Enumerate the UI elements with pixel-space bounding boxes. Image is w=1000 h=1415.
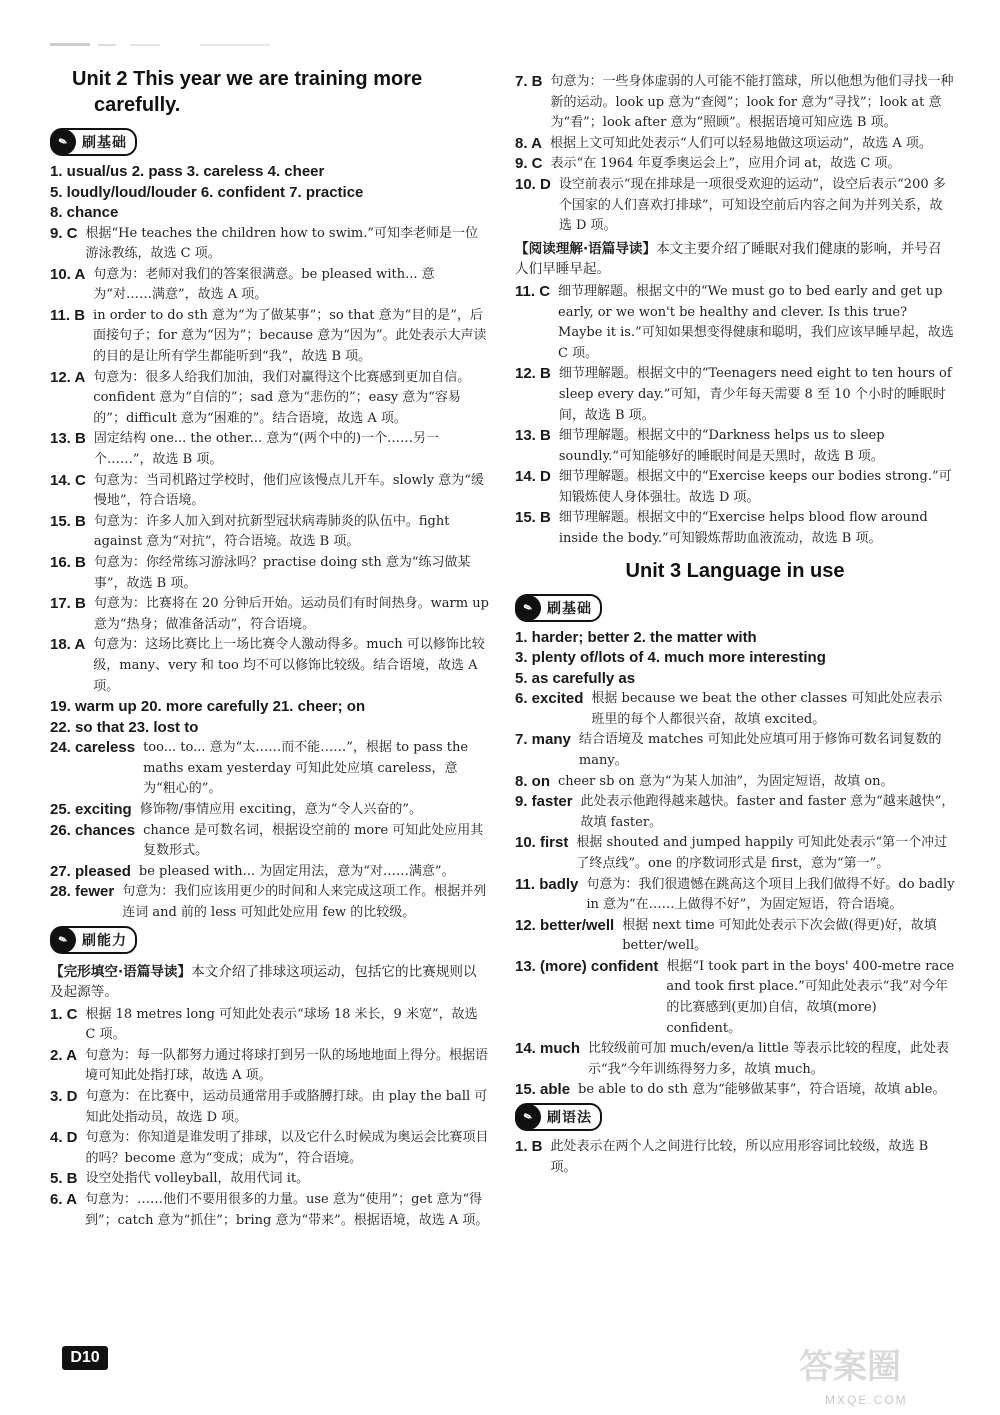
- basic-answer-lines: [50, 162, 490, 224]
- answer-item: [515, 1137, 955, 1178]
- answer-item: [50, 738, 490, 800]
- pencil-icon: ✎: [511, 1100, 544, 1133]
- answer-key: 10. D: [515, 175, 551, 193]
- explanation: 细节理解题。根据文中的“Exercise helps blood flow around inside the body.”可知锻炼帮助血液流动，故选 B 项。: [558, 510, 928, 547]
- answer-line: 5. loudly/loud/louder 6. confident 7. practice: [50, 183, 364, 201]
- answer-list: [50, 1005, 490, 1232]
- answer-list: [515, 282, 955, 550]
- unit-3-title: Unit 3 Language in use: [625, 559, 845, 582]
- answer-line: 8. chance: [50, 204, 119, 221]
- explanation: 根据 next time 可知此处表示下次会做(得更)好，故填 better/well。: [622, 917, 937, 954]
- cloze-passage-guide: [50, 962, 490, 1003]
- answer-key: 4. D: [50, 1129, 78, 1147]
- explanation: 比较级前可加 much/even/a little 等表示比较的程度，此处表示“我”今年训练得努力多，故填 much。: [588, 1041, 950, 1077]
- explanation: too... to... 意为“太……而不能……”，根据 to pass the maths exam yesterday 可知此处应填 careless，意为“粗心的”。: [143, 740, 469, 797]
- explanation: 句意为：我们很遗憾在跳高这个项目上我们做得不好。do badly in 意为“在……上做得不好”，为固定短语，符合语境。: [586, 876, 955, 913]
- answer-key: 9. faster: [515, 793, 573, 811]
- explanation: 根据“I took part in the boys' 400-metre race and took first place.”可知此处表示“我”对今年的比赛感到(更加)自信，故填(more) confident。: [666, 958, 955, 1036]
- answer-list: [515, 1137, 955, 1178]
- explanation: be able to do sth 意为“能够做某事”，符合语境，故填 able。: [578, 1082, 946, 1098]
- pencil-icon: ✎: [46, 125, 79, 158]
- answer-item: [515, 282, 955, 364]
- answer-item: [50, 594, 490, 635]
- answer-item: [50, 1046, 490, 1087]
- explanation: 结合语境及 matches 可知此处应填可用于修饰可数名词复数的 many。: [578, 732, 942, 768]
- answer-item: [515, 689, 955, 730]
- answer-key: 13. (more) confident: [515, 957, 659, 975]
- answer-item: [515, 875, 955, 916]
- answer-item: [50, 553, 490, 594]
- explanation: 表示“在 1964 年夏季奥运会上”，应用介词 at，故选 C 项。: [550, 156, 901, 172]
- left-column: [50, 66, 490, 1231]
- answer-item: [50, 862, 490, 883]
- grammar-practice-badge: ✎ 刷语法: [515, 1103, 602, 1131]
- answer-item: [515, 916, 955, 957]
- answer-key: 18. A: [50, 636, 86, 654]
- explanation: 根据 18 metres long 可知此处表示“球场 18 米长，9 米宽”，故选 C 项。: [85, 1006, 478, 1043]
- answer-item: [50, 882, 490, 923]
- answer-key: 9. C: [50, 224, 78, 242]
- answer-key: 10. A: [50, 265, 86, 283]
- answer-item: [50, 1190, 490, 1231]
- explanation: 句意为：在比赛中，运动员通常用手或胳膊打球。由 play the ball 可知此处指动员，故选 D 项。: [85, 1089, 488, 1125]
- answer-line: 19. warm up 20. more carefully 21. cheer; on: [50, 698, 366, 716]
- answer-key: 16. B: [50, 554, 86, 571]
- explanation: 细节理解题。根据文中的“Teenagers need eight to ten hours of sleep every day.”可知，青少年每天需要 8 至 10 个小时的睡眠时间，故选 B 项。: [558, 366, 952, 423]
- answer-item: [50, 635, 490, 697]
- answer-line: 1. harder; better 2. the matter with: [515, 628, 757, 646]
- answer-key: 7. many: [515, 731, 571, 749]
- answer-key: 26. chances: [50, 821, 136, 839]
- passage-label: 【完形填空·语篇导读】: [50, 963, 192, 980]
- basic-answer-lines: [515, 628, 955, 690]
- answer-item: [515, 426, 955, 467]
- answer-item: [50, 368, 490, 430]
- explanation: 句意为：当司机路过学校时，他们应该慢点儿开车。slowly 意为“缓慢地”，符合语境。: [93, 472, 484, 509]
- answer-line: 5. as carefully as: [515, 669, 636, 687]
- explanation: chance 是可数名词，根据设空前的 more 可知此处应用其复数形式。: [143, 822, 484, 859]
- answer-key: 14. much: [515, 1040, 581, 1058]
- explanation: 细节理解题。根据文中的“We must go to bed early and get up early, or we won't be healthy and clever. Is this true? Maybe it is.”可知如果想变得健康和聪明，我们应该早睡早起，故选 C 项。: [558, 283, 954, 361]
- explanation: 根据“He teaches the children how to swim.”可知李老师是一位游泳教练，故选 C 项。: [85, 225, 478, 262]
- answer-key: 14. C: [50, 471, 86, 489]
- explanation: 细节理解题。根据文中的“Darkness helps us to sleep soundly.”可知能够好的睡眠时间是天黑时，故选 B 项。: [558, 428, 885, 464]
- answer-key: 3. D: [50, 1088, 78, 1106]
- basic-practice-badge: ✎ 刷基础: [515, 594, 602, 622]
- answer-key: 1. B: [515, 1138, 543, 1156]
- explanation: cheer sb on 意为“为某人加油”，为固定短语，故填 on。: [558, 773, 894, 789]
- page-number: D10: [62, 1346, 108, 1370]
- answer-item: [50, 1087, 490, 1128]
- passage-label: 【阅读理解·语篇导读】: [515, 240, 657, 257]
- explanation: 根据 shouted and jumped happily 可知此处表示“第一个冲过了终点线”。one 的序数词形式是 first，意为“第一”。: [576, 835, 948, 871]
- answer-key: 13. B: [515, 427, 551, 445]
- answer-key: 10. first: [515, 834, 569, 852]
- answer-item: [515, 792, 955, 833]
- answer-item: [515, 833, 955, 874]
- answer-line: 3. plenty of/lots of 4. much more interesting: [515, 649, 826, 667]
- explanation: 句意为：很多人给我们加油，我们对赢得这个比赛感到更加自信。confident 意为“自信的”；sad 意为“悲伤的”；easy 意为“容易的”；difficult 意为“困难的”。结合语境，故选 A 项。: [93, 369, 471, 426]
- answer-item: [515, 134, 955, 155]
- answer-key: 12. B: [515, 365, 551, 383]
- answer-key: 11. C: [515, 282, 551, 300]
- answer-key: 27. pleased: [50, 862, 131, 880]
- answer-item: [50, 821, 490, 862]
- answer-list: [515, 689, 955, 1101]
- answer-key: 25. exciting: [50, 800, 132, 818]
- answer-item: [515, 364, 955, 426]
- pencil-icon: ✎: [511, 591, 544, 624]
- answer-item: [50, 471, 490, 512]
- answer-key: 6. excited: [515, 690, 584, 708]
- answer-key: 2. A: [50, 1046, 77, 1064]
- answer-item: [515, 1080, 955, 1101]
- answer-item: [50, 1128, 490, 1169]
- watermark-logo: [795, 1340, 980, 1410]
- explanation: be pleased with... 为固定用法，意为“对……满意”。: [138, 863, 455, 879]
- answer-item: [515, 467, 955, 508]
- explanation: 设空处指代 volleyball，故用代词 it。: [85, 1171, 310, 1187]
- explanation: 句意为：一些身体虚弱的人可能不能打篮球，所以他想为他们寻找一种新的运动。look up 意为“查阅”；look for 意为“寻找”；look at 意为“看”；look after 意为“照顾”。根据语境可知应选 B 项。: [550, 74, 954, 131]
- answer-list: [515, 72, 955, 237]
- explanation: 细节理解题。根据文中的“Exercise keeps our bodies strong.”可知锻炼使人身体强壮。故选 D 项。: [558, 469, 952, 505]
- answer-key: 15. able: [515, 1081, 571, 1099]
- watermark-title: 答案圈: [799, 1347, 901, 1387]
- answer-key: 11. badly: [515, 875, 579, 893]
- answer-key: 15. B: [515, 509, 551, 527]
- answer-key: 1. C: [50, 1005, 78, 1023]
- answer-item: [515, 154, 955, 175]
- answer-item: [515, 175, 955, 237]
- answer-key: 17. B: [50, 595, 86, 613]
- explanation: 句意为：你经常练习游泳吗？practise doing sth 意为“练习做某事”，故选 B 项。: [93, 555, 471, 591]
- explanation: 修饰物/事情应用 exciting，意为“令人兴奋的”。: [139, 801, 423, 817]
- explanation: 句意为：每一队都努力通过将球打到另一队的场地地面上得分。根据语境可知此处指打球，故选 A 项。: [84, 1047, 488, 1084]
- answer-item: [515, 72, 955, 134]
- reading-passage-guide: [515, 239, 955, 280]
- answer-item: [515, 957, 955, 1039]
- passage-text: 本文介绍了排球这项运动，包括它的比赛规则以及起源等。: [50, 963, 477, 1001]
- answer-key: 11. B: [50, 306, 86, 324]
- answer-key: 6. A: [50, 1191, 77, 1209]
- explanation: in order to do sth 意为“为了做某事”；so that 意为“目的是”，后面接句子；for 意为“因为”；because 意为“因为”。此处表示大声读的目的是让所有学生都能听到“我”，故选 B 项。: [93, 307, 487, 365]
- unit-2-title: Unit 2 This year we are training more carefully.: [72, 68, 423, 116]
- explanation: 句意为：这场比赛比上一场比赛令人激动得多。much 可以修饰比较级，many、very 和 too 均不可以修饰比较级。结合语境，故选 A 项。: [93, 637, 485, 694]
- answer-item: [50, 265, 490, 306]
- ability-practice-badge: ✎ 刷能力: [50, 926, 137, 954]
- answer-item: [515, 730, 955, 771]
- explanation: 句意为：你知道是谁发明了排球，以及它什么时候成为奥运会比赛项目的吗？become 意为“变成；成为”，符合语境。: [85, 1130, 489, 1166]
- passage-text: 本文主要介绍了睡眠对我们健康的影响，并号召人们早睡早起。: [515, 240, 942, 278]
- explanation: 句意为：比赛将在 20 分钟后开始。运动员们有时间热身。warm up 意为“热身；做准备活动”，符合语境。: [93, 596, 489, 632]
- answer-item: [50, 224, 490, 265]
- scan-noise: [50, 40, 280, 50]
- explanation: 句意为：许多人加入到对抗新型冠状病毒肺炎的队伍中。fight against 意为“对抗”，符合语境。故选 B 项。: [93, 513, 450, 550]
- answer-key: 14. D: [515, 468, 551, 486]
- watermark-url: MXQE.COM: [825, 1393, 908, 1407]
- answer-item: [515, 1039, 955, 1080]
- answer-key: 8. on: [515, 772, 551, 790]
- answer-item: [50, 429, 490, 470]
- explanation: 固定结构 one... the other... 意为“(两个中的)一个……另一个……”，故选 B 项。: [93, 431, 440, 468]
- explanation: 句意为：我们应该用更少的时间和人来完成这项工作。根据并列连词 and 前的 less 可知此处应用 few 的比较级。: [122, 884, 487, 920]
- fill-blank-answer-lines: [50, 697, 490, 738]
- basic-practice-badge: ✎ 刷基础: [50, 128, 137, 156]
- answer-list: [50, 738, 490, 923]
- answer-key: 12. A: [50, 368, 86, 386]
- answer-key: 28. fewer: [50, 883, 115, 901]
- explanation: 根据上文可知此处表示“人们可以轻易地做这项运动”，故选 A 项。: [549, 135, 932, 151]
- answer-key: 12. better/well: [515, 916, 615, 934]
- explanation: 根据 because we beat the other classes 可知此处应表示班里的每个人都很兴奋，故填 excited。: [591, 691, 943, 727]
- answer-line: 22. so that 23. lost to: [50, 718, 199, 736]
- answer-key: 5. B: [50, 1170, 78, 1188]
- answer-item: [515, 508, 955, 549]
- answer-list: [50, 224, 490, 698]
- explanation: 此处表示在两个人之间进行比较，所以应用形容词比较级，故选 B 项。: [550, 1139, 929, 1175]
- answer-item: [50, 1005, 490, 1046]
- explanation: 句意为：老师对我们的答案很满意。be pleased with... 意为“对……满意”，故选 A 项。: [93, 266, 435, 303]
- answer-key: 13. B: [50, 430, 86, 448]
- answer-key: 9. C: [515, 155, 543, 173]
- answer-item: [50, 512, 490, 553]
- right-column: [515, 72, 955, 1178]
- explanation: 句意为：……他们不要用很多的力量。use 意为“使用”；get 意为“得到”；catch 意为“抓住”；bring 意为“带来”。根据语境，故选 A 项。: [84, 1192, 489, 1228]
- answer-item: [50, 800, 490, 821]
- answer-key: 15. B: [50, 512, 86, 530]
- answer-key: 7. B: [515, 73, 543, 90]
- answer-line: 1. usual/us 2. pass 3. careless 4. cheer: [50, 163, 325, 180]
- explanation: 此处表示他跑得越来越快。faster and faster 意为“越来越快”，故填 faster。: [580, 794, 955, 830]
- answer-item: [515, 772, 955, 793]
- answer-item: [50, 1169, 490, 1190]
- answer-item: [50, 306, 490, 368]
- answer-key: 8. A: [515, 134, 542, 152]
- answer-key: 24. careless: [50, 739, 136, 757]
- pencil-icon: ✎: [46, 923, 79, 956]
- explanation: 设空前表示“现在排球是一项很受欢迎的运动”，设空后表示“200 多个国家的人们喜欢打排球”，可知设空前后内容之间为并列关系，故选 D 项。: [558, 176, 946, 234]
